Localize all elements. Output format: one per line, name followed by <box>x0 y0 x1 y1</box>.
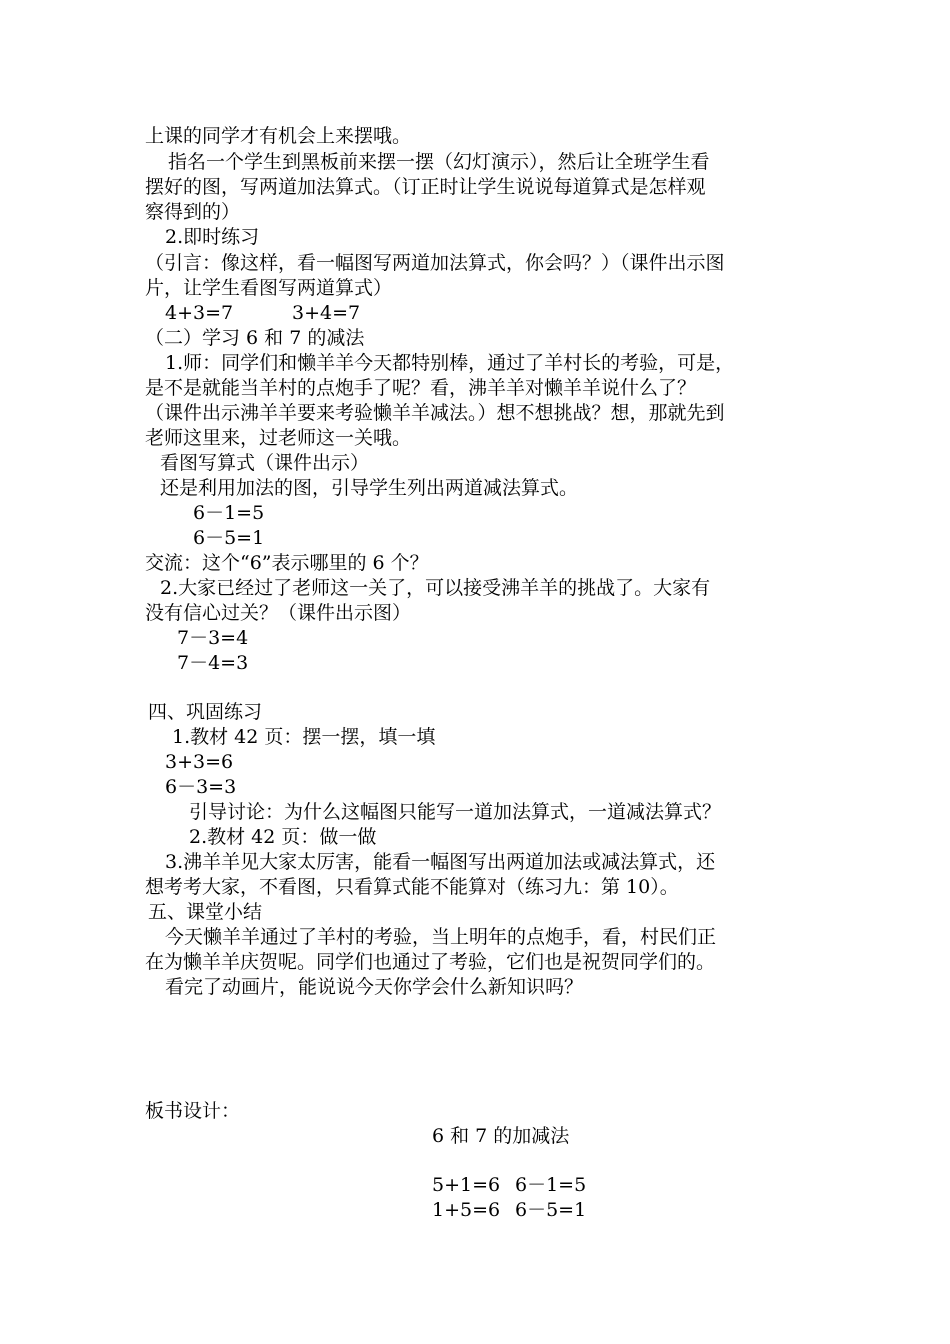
text-line: 3.沸羊羊见大家太厉害，能看一幅图写出两道加法或减法算式，还 <box>165 851 716 873</box>
text-line: 还是利用加法的图，引导学生列出两道减法算式。 <box>160 477 579 499</box>
text-line: 1.师：同学们和懒羊羊今天都特别棒，通过了羊村长的考验，可是， <box>165 352 735 374</box>
text-line: 老师这里来，过老师这一关哦。 <box>145 427 412 449</box>
board-equation: 6－5=1 <box>515 1199 587 1221</box>
section-subheading: （二）学习 6 和 7 的减法 <box>145 327 365 349</box>
text-line: 在为懒羊羊庆贺呢。同学们也通过了考验，它们也是祝贺同学们的。 <box>145 951 716 973</box>
text-line: 片，让学生看图写两道算式） <box>145 277 393 299</box>
equation: 7－4=3 <box>177 652 249 674</box>
text-line: 想考考大家，不看图，只看算式能不能算对（练习九：第 10）。 <box>145 876 679 898</box>
text-line: 是不是就能当羊村的点炮手了呢？看，沸羊羊对懒羊羊说什么了？ <box>145 377 697 399</box>
board-design-label: 板书设计： <box>145 1100 241 1122</box>
equation: 6－3=3 <box>165 776 237 798</box>
text-line: 上课的同学才有机会上来摆哦。 <box>145 125 412 147</box>
text-line: 引导讨论：为什么这幅图只能写一道加法算式，一道减法算式？ <box>189 801 722 823</box>
text-line: （引言：像这样，看一幅图写两道加法算式，你会吗？）（课件出示图 <box>145 252 725 274</box>
text-line: （课件出示沸羊羊要来考验懒羊羊减法。）想不想挑战？想，那就先到 <box>145 402 725 424</box>
board-equation: 6－1=5 <box>515 1174 587 1196</box>
section-heading: 四、巩固练习 <box>148 701 263 723</box>
text-line: 摆好的图，写两道加法算式。（订正时让学生说说每道算式是怎样观 <box>145 176 706 198</box>
equation: 7－3=4 <box>177 627 249 649</box>
equation: 6－1=5 <box>193 502 265 524</box>
equation: 3+4=7 <box>292 302 361 324</box>
section-heading: 五、课堂小结 <box>148 901 263 923</box>
text-line: 看完了动画片，能说说今天你学会什么新知识吗？ <box>165 976 584 998</box>
equation: 6－5=1 <box>193 527 265 549</box>
text-line: 2.大家已经过了老师这一关了，可以接受沸羊羊的挑战了。大家有 <box>160 577 711 599</box>
text-line: 没有信心过关？（课件出示图） <box>145 602 412 624</box>
text-line: 看图写算式（课件出示） <box>160 452 370 474</box>
text-line: 察得到的） <box>145 201 241 223</box>
text-line: 1.教材 42 页：摆一摆，填一填 <box>172 726 436 748</box>
text-line: 今天懒羊羊通过了羊村的考验，当上明年的点炮手，看，村民们正 <box>165 926 717 948</box>
board-title: 6 和 7 的加减法 <box>432 1125 570 1147</box>
equation: 4+3=7 <box>165 302 234 324</box>
text-line: 指名一个学生到黑板前来摆一摆（幻灯演示），然后让全班学生看 <box>168 151 710 173</box>
board-equation: 1+5=6 <box>432 1199 501 1221</box>
text-line: 交流：这个“6”表示哪里的 6 个？ <box>145 552 429 574</box>
text-line: 2.教材 42 页：做一做 <box>189 826 377 848</box>
board-equation: 5+1=6 <box>432 1174 501 1196</box>
section-subheading: 2.即时练习 <box>165 226 260 248</box>
equation: 3+3=6 <box>165 751 234 773</box>
